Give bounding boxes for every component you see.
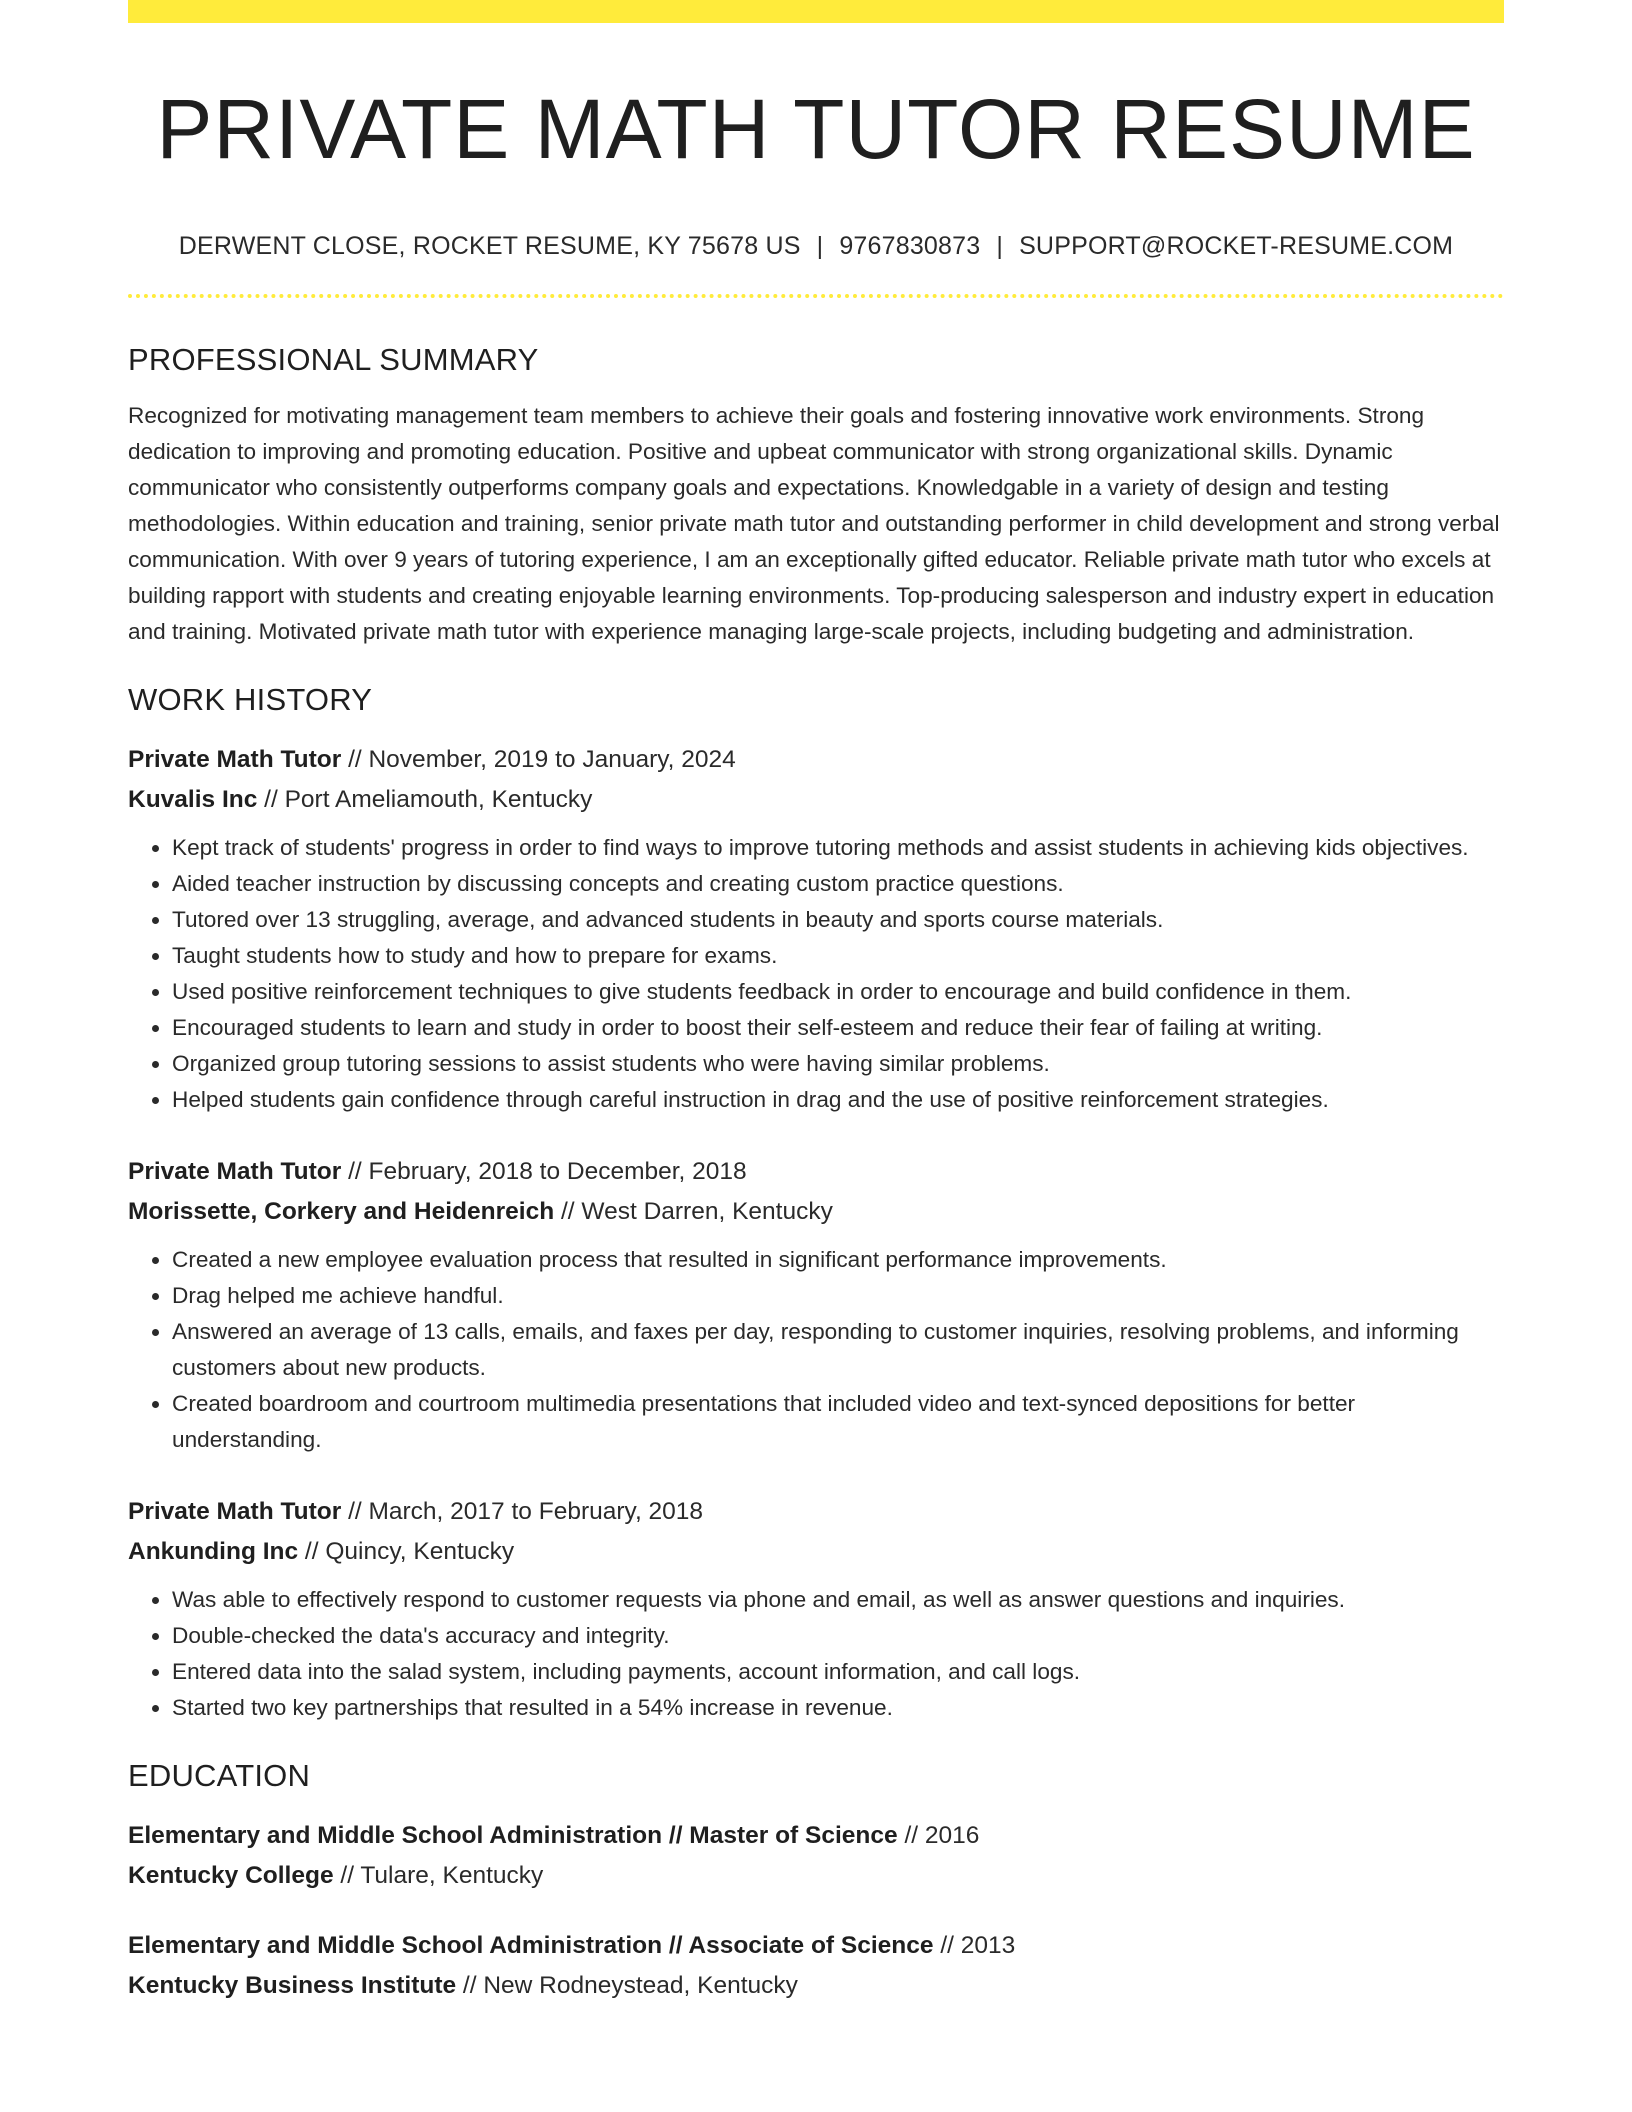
education-school: Kentucky College xyxy=(128,1861,334,1889)
job-bullet: • Aided teacher instruction by discussing concepts and creating custom practice questions. xyxy=(172,866,1504,902)
job-dates: // February, 2018 to December, 2018 xyxy=(341,1157,747,1185)
job-title: Private Math Tutor xyxy=(128,1157,342,1185)
job-title: Private Math Tutor xyxy=(128,745,342,773)
work-history-heading: WORK HISTORY xyxy=(128,681,373,717)
education-school-line xyxy=(128,1856,1504,1896)
job-location: // West Darren, Kentucky xyxy=(554,1197,833,1225)
job-bullet: • Created a new employee evaluation process that resulted in significant performance improvements. xyxy=(172,1242,1504,1278)
education-location: // Tulare, Kentucky xyxy=(333,1861,544,1889)
education-degree-line xyxy=(128,1816,1504,1856)
job-title-line xyxy=(128,740,1504,780)
contact-address: DERWENT CLOSE, ROCKET RESUME, KY 75678 US xyxy=(178,231,801,260)
contact-email: SUPPORT@ROCKET-RESUME.COM xyxy=(1019,231,1454,260)
job-company-line xyxy=(128,780,1504,820)
job-bullet: • Organized group tutoring sessions to assist students who were having similar problems. xyxy=(172,1046,1504,1082)
job-bullet: • Was able to effectively respond to customer requests via phone and email, as well as answer questions and inquiries. xyxy=(172,1582,1504,1618)
dotted-divider xyxy=(128,294,1504,298)
education-school-line xyxy=(128,1966,1504,2006)
job-bullets xyxy=(128,1242,1504,1458)
job-bullets xyxy=(128,1582,1504,1726)
job-company-line xyxy=(128,1532,1504,1572)
job-location: // Quincy, Kentucky xyxy=(298,1537,515,1565)
job-company: Kuvalis Inc xyxy=(128,785,258,813)
job-entry xyxy=(128,1492,1504,1726)
accent-top-bar xyxy=(128,0,1504,23)
job-company-line xyxy=(128,1192,1504,1232)
job-bullet: • Helped students gain confidence through careful instruction in drag and the use of positive reinforcement strategies. xyxy=(172,1082,1504,1118)
job-entry xyxy=(128,1152,1504,1458)
education-degree: Elementary and Middle School Administration // Master of Science xyxy=(128,1821,898,1849)
job-company: Ankunding Inc xyxy=(128,1537,299,1565)
contact-phone: 9767830873 xyxy=(839,231,981,260)
education-degree: Elementary and Middle School Administration // Associate of Science xyxy=(128,1931,934,1959)
job-bullet: • Entered data into the salad system, including payments, account information, and call logs. xyxy=(172,1654,1504,1690)
job-location: // Port Ameliamouth, Kentucky xyxy=(257,785,593,813)
job-bullets xyxy=(128,830,1504,1118)
job-bullet: • Created boardroom and courtroom multimedia presentations that included video and text-synced depositions for better understanding. xyxy=(172,1386,1504,1458)
contact-separator: | xyxy=(996,231,1004,260)
summary-text: Recognized for motivating management team members to achieve their goals and fostering innovative work environments. Strong dedication to improving and promoting education. Positive and upbeat communicator with strong organizational skills. Dynamic communicator who consistently outperforms company goals and expectations. Knowledgable in a variety of design and testing methodologies. Within education and training, senior private math tutor and outstanding performer in child development and strong verbal communication. With over 9 years of tutoring experience, I am an exceptionally gifted educator. Reliable private math tutor who excels at building rapport with students and creating enjoyable learning environments. Top-producing salesperson and industry expert in education and training. Motivated private math tutor with experience managing large-scale projects, including budgeting and administration. xyxy=(128,402,1500,644)
resume-page xyxy=(128,0,1504,2006)
contact-separator: | xyxy=(816,231,824,260)
job-bullet: • Kept track of students' progress in order to find ways to improve tutoring methods and assist students in achieving kids objectives. xyxy=(172,830,1504,866)
education-heading: EDUCATION xyxy=(128,1757,311,1793)
job-bullet: • Used positive reinforcement techniques to give students feedback in order to encourage and build confidence in them. xyxy=(172,974,1504,1010)
job-dates: // November, 2019 to January, 2024 xyxy=(341,745,736,773)
job-company: Morissette, Corkery and Heidenreich xyxy=(128,1197,555,1225)
education-year: // 2016 xyxy=(897,1821,980,1849)
job-bullet: • Taught students how to study and how to prepare for exams. xyxy=(172,938,1504,974)
job-bullet: • Drag helped me achieve handful. xyxy=(172,1278,1504,1314)
education-entry xyxy=(128,1926,1504,2006)
job-title-line xyxy=(128,1492,1504,1532)
job-title: Private Math Tutor xyxy=(128,1497,342,1525)
summary-heading: PROFESSIONAL SUMMARY xyxy=(128,341,539,377)
job-bullet: • Started two key partnerships that resulted in a 54% increase in revenue. xyxy=(172,1690,1504,1726)
job-bullet: • Tutored over 13 struggling, average, and advanced students in beauty and sports course materials. xyxy=(172,902,1504,938)
education-year: // 2013 xyxy=(933,1931,1016,1959)
contact-line xyxy=(128,227,1504,265)
resume-title: PRIVATE MATH TUTOR RESUME xyxy=(156,82,1476,176)
job-title-line xyxy=(128,1152,1504,1192)
education-degree-line xyxy=(128,1926,1504,1966)
job-dates: // March, 2017 to February, 2018 xyxy=(341,1497,704,1525)
education-entry xyxy=(128,1816,1504,1896)
job-entry xyxy=(128,740,1504,1118)
education-school: Kentucky Business Institute xyxy=(128,1971,457,1999)
job-bullet: • Encouraged students to learn and study in order to boost their self-esteem and reduce their fear of failing at writing. xyxy=(172,1010,1504,1046)
job-bullet: • Answered an average of 13 calls, emails, and faxes per day, responding to customer inquiries, resolving problems, and informing customers about new products. xyxy=(172,1314,1504,1386)
job-bullet: • Double-checked the data's accuracy and integrity. xyxy=(172,1618,1504,1654)
education-location: // New Rodneystead, Kentucky xyxy=(456,1971,798,1999)
